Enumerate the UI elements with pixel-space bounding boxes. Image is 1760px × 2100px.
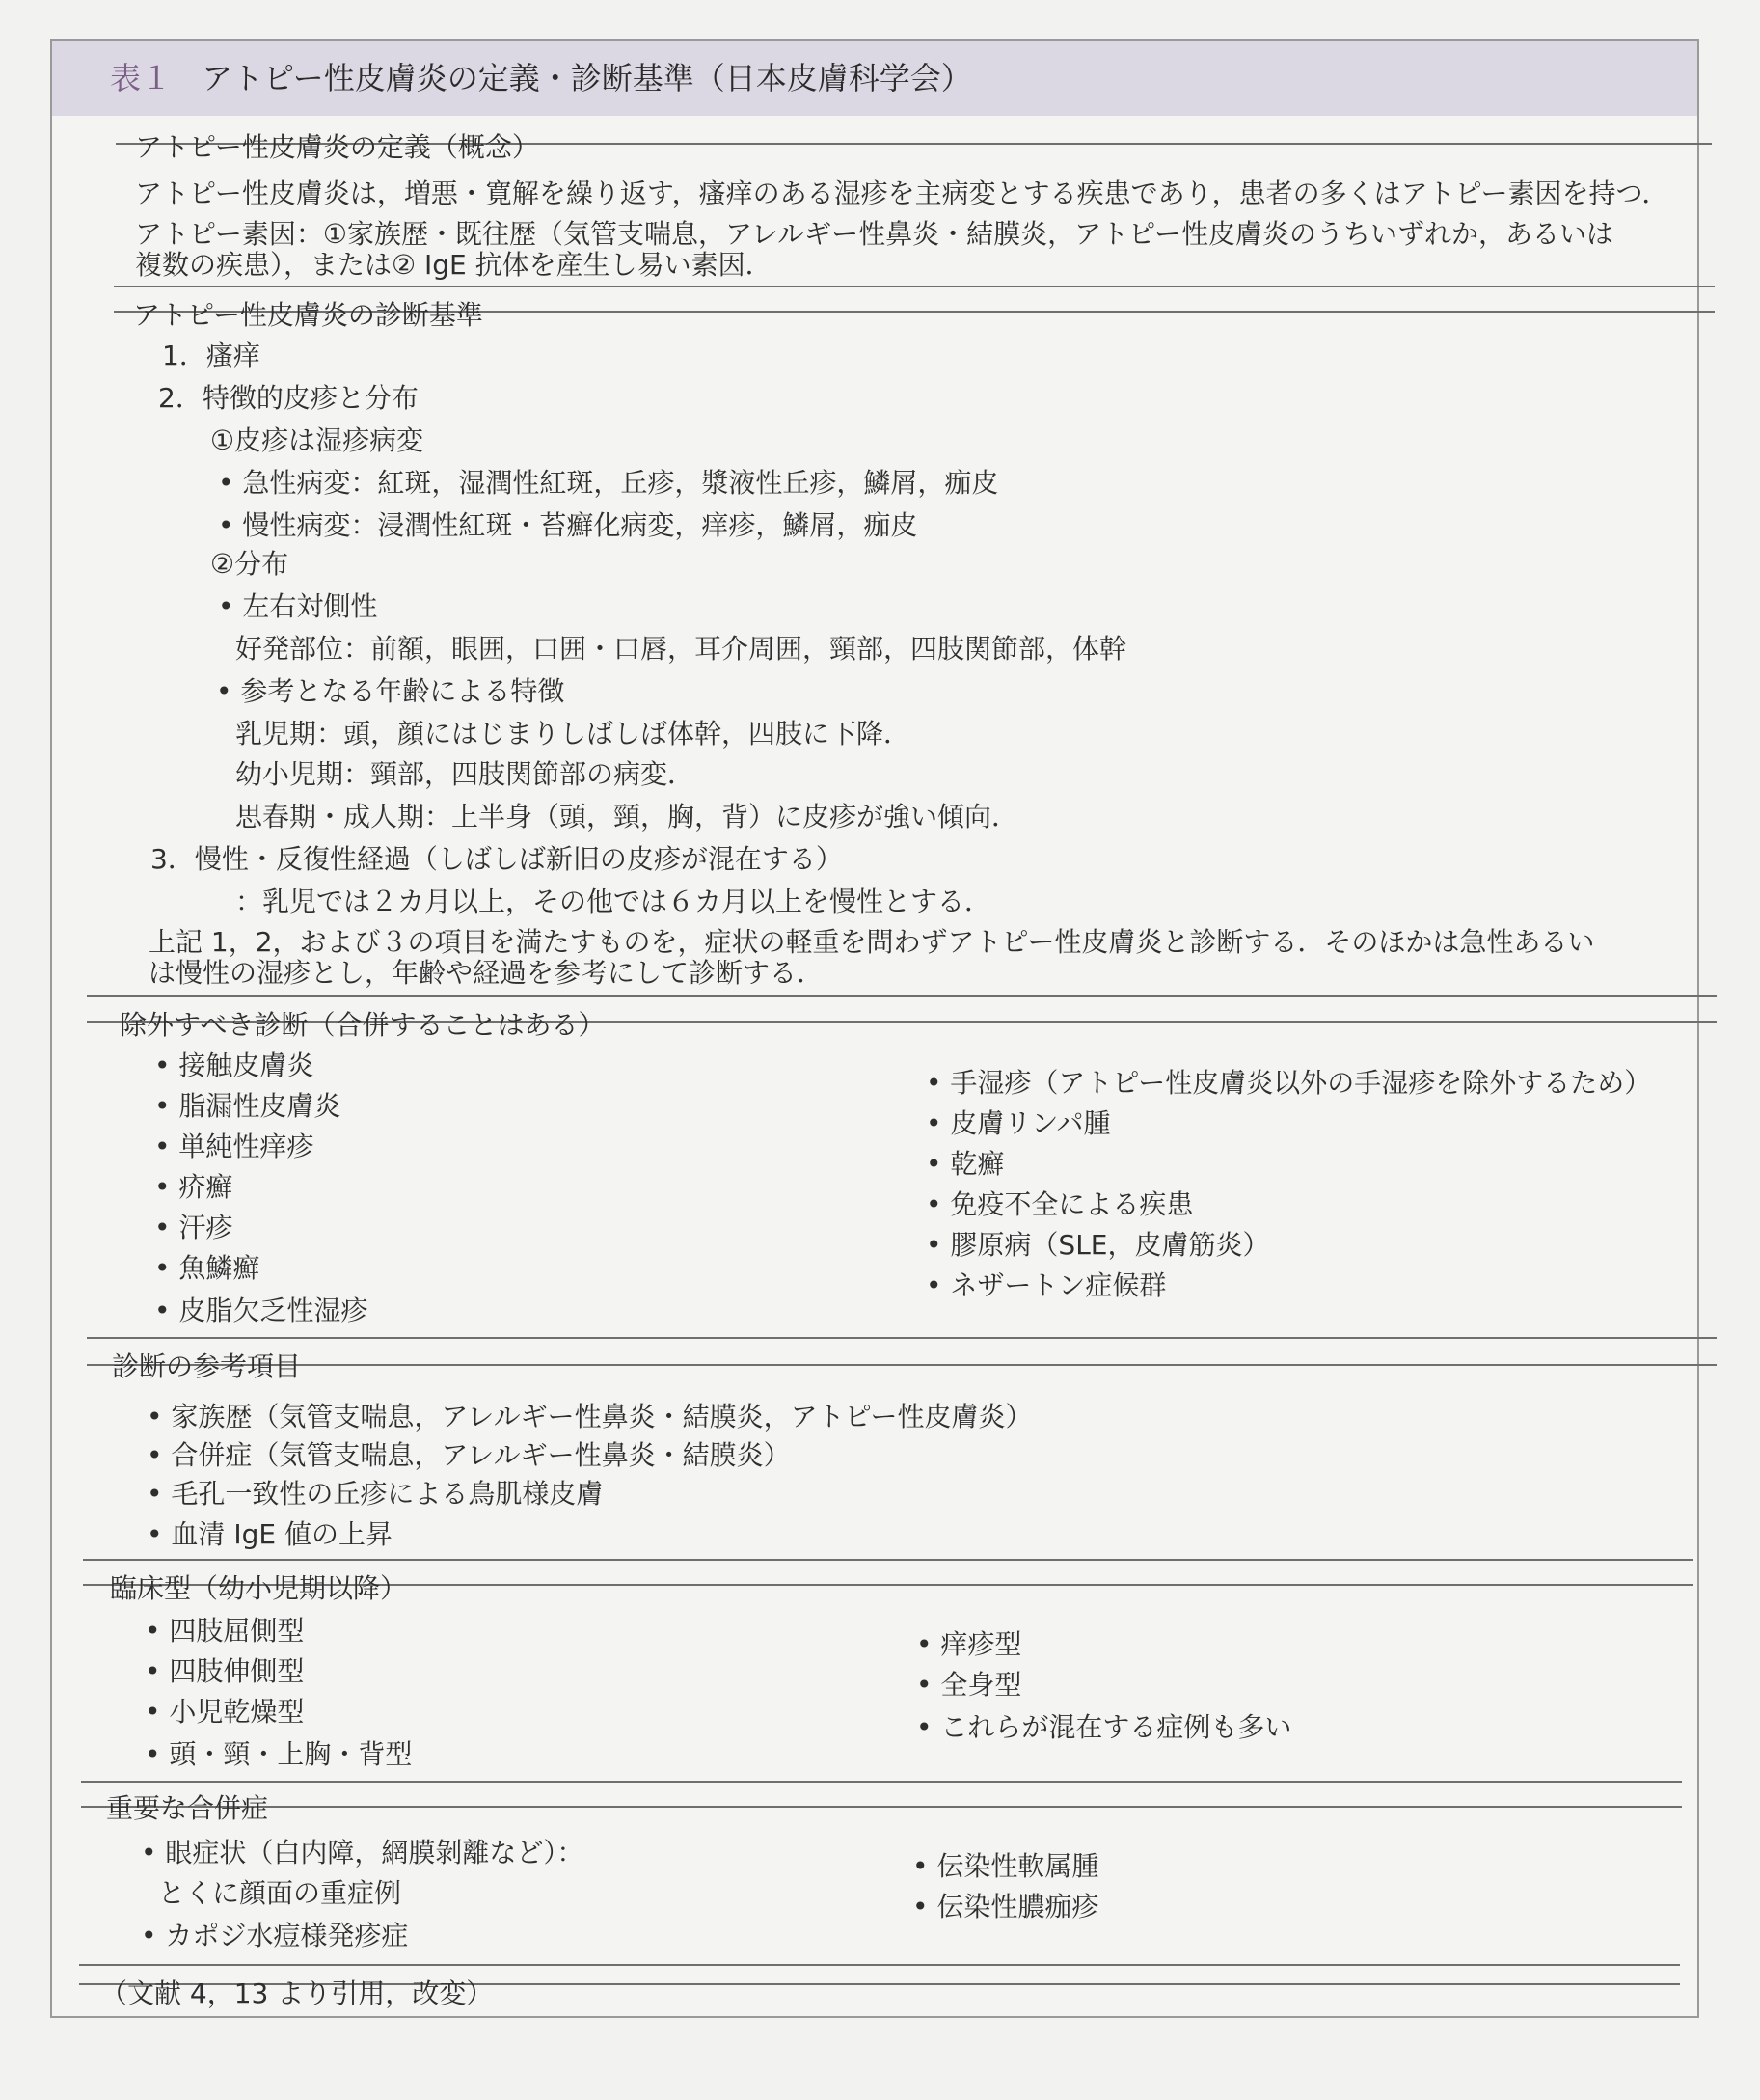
exclusion-item: • 汗疹: [154, 1212, 233, 1243]
criterion-bullet: • 左右対側性: [218, 590, 378, 622]
criterion-bullet: • 急性病変：紅斑，湿潤性紅斑，丘疹，漿液性丘疹，鱗屑，痂皮: [218, 467, 999, 499]
section-heading-definition: アトピー性皮膚炎の定義（概念）: [135, 131, 539, 163]
criterion-bullet: • 慢性病変：浸潤性紅斑・苔癬化病変，痒疹，鱗屑，痂皮: [218, 509, 918, 541]
definition-line: アトピー性皮膚炎は，増悪・寛解を繰り返す，瘙痒のある湿疹を主病変とする疾患であり，患者の多くはアトピー素因を持つ．: [135, 177, 1669, 209]
divider: [87, 995, 1717, 997]
exclusion-item: • 疥癬: [154, 1171, 233, 1203]
criterion-item: 3．慢性・反復性経過（しばしば新旧の皮疹が混在する）: [150, 843, 843, 875]
section-heading-complications: 重要な合併症: [106, 1792, 269, 1824]
divider: [79, 1964, 1680, 1966]
complication-item: • 伝染性膿痂疹: [912, 1891, 1099, 1923]
divider: [83, 1559, 1693, 1561]
definition-line: アトピー素因：①家族歴・既往歴（気管支喘息，アレルギー性鼻炎・結膜炎，アトピー性皮膚炎のうちいずれか，あるいは: [135, 218, 1614, 250]
exclusion-item: • 皮脂欠乏性湿疹: [154, 1295, 368, 1326]
criterion-subitem: ②分布: [210, 548, 289, 580]
divider: [87, 1364, 1717, 1366]
criterion-text: ：乳児では２カ月以上，その他では６カ月以上を慢性とする．: [235, 886, 992, 917]
criterion-text: 幼小児期：頸部，四肢関節部の病変．: [235, 758, 695, 790]
exclusion-item: • ネザートン症候群: [926, 1269, 1167, 1301]
criterion-text: 思春期・成人期：上半身（頭，頸，胸，背）に皮疹が強い傾向．: [235, 801, 1019, 832]
exclusion-item: • 接触皮膚炎: [154, 1050, 314, 1081]
exclusion-item: • 膠原病（SLE，皮膚筋炎）: [926, 1229, 1270, 1261]
clinical-item: • 頭・頸・上胸・背型: [145, 1738, 413, 1770]
table-title-bar: [52, 41, 1697, 116]
reference-item: • 血清 IgE 値の上昇: [147, 1518, 393, 1550]
exclusion-item: • 免疫不全による疾患: [926, 1188, 1194, 1220]
reference-item: • 家族歴（気管支喘息，アレルギー性鼻炎・結膜炎，アトピー性皮膚炎）: [147, 1401, 1033, 1432]
exclusion-item: • 乾癬: [926, 1148, 1005, 1180]
exclusion-item: • 魚鱗癬: [154, 1252, 260, 1284]
clinical-item: • 全身型: [916, 1669, 1022, 1701]
complication-item: とくに顔面の重症例: [158, 1877, 402, 1909]
exclusion-item: • 脂漏性皮膚炎: [154, 1090, 341, 1122]
clinical-item: • 小児乾燥型: [145, 1696, 305, 1728]
criterion-item: 1．瘙痒: [162, 340, 260, 371]
divider: [81, 1806, 1682, 1808]
clinical-item: • これらが混在する症例も多い: [916, 1711, 1292, 1743]
section-heading-clinical: 臨床型（幼小児期以降）: [110, 1572, 408, 1604]
reference-item: • 毛孔一致性の丘疹による鳥肌様皮膚: [147, 1478, 604, 1510]
definition-line: 複数の疾患），または② IgE 抗体を産生し易い素因．: [135, 249, 772, 281]
criterion-item: 2．特徴的皮疹と分布: [158, 382, 419, 414]
criterion-bullet: • 参考となる年齢による特徴: [216, 675, 565, 707]
clinical-item: • 四肢屈側型: [145, 1615, 305, 1647]
divider: [81, 1781, 1682, 1783]
divider: [87, 1337, 1717, 1339]
table-title: アトピー性皮膚炎の定義・診断基準（日本皮膚科学会）: [202, 60, 972, 96]
criterion-text: 乳児期：頭，顔にはじまりしばしば体幹，四肢に下降．: [235, 718, 911, 750]
section-heading-exclusion: 除外すべき診断（合併することはある）: [120, 1009, 606, 1041]
complication-item: • カポジ水痘様発疹症: [141, 1920, 409, 1951]
divider: [114, 286, 1715, 287]
reference-item: • 合併症（気管支喘息，アレルギー性鼻炎・結膜炎）: [147, 1439, 791, 1471]
section-heading-reference: 診断の参考項目: [112, 1350, 302, 1382]
table-source-note: （文献 4，13 より引用，改変）: [100, 1977, 494, 2009]
table-number: 表１: [110, 60, 173, 96]
criterion-summary: 上記 1，2，および３の項目を満たすものを，症状の軽重を問わずアトピー性皮膚炎と診断する．そのほかは急性あるい: [149, 926, 1595, 958]
exclusion-item: • 皮膚リンパ腫: [926, 1107, 1111, 1139]
criterion-subitem: ①皮疹は湿疹病変: [210, 424, 424, 456]
clinical-item: • 四肢伸側型: [145, 1655, 305, 1687]
section-heading-criteria: アトピー性皮膚炎の診断基準: [133, 299, 483, 331]
clinical-item: • 痒疹型: [916, 1628, 1022, 1660]
criterion-text: 好発部位：前額，眼囲，口囲・口唇，耳介周囲，頸部，四肢関節部，体幹: [235, 633, 1127, 665]
exclusion-item: • 手湿疹（アトピー性皮膚炎以外の手湿疹を除外するため）: [926, 1067, 1652, 1099]
criterion-summary: は慢性の湿疹とし，年齢や経過を参考にして診断する．: [149, 957, 825, 989]
exclusion-item: • 単純性痒疹: [154, 1131, 314, 1162]
complication-item: • 眼症状（白内障，網膜剝離など）：: [141, 1837, 584, 1868]
complication-item: • 伝染性軟属腫: [912, 1850, 1099, 1882]
